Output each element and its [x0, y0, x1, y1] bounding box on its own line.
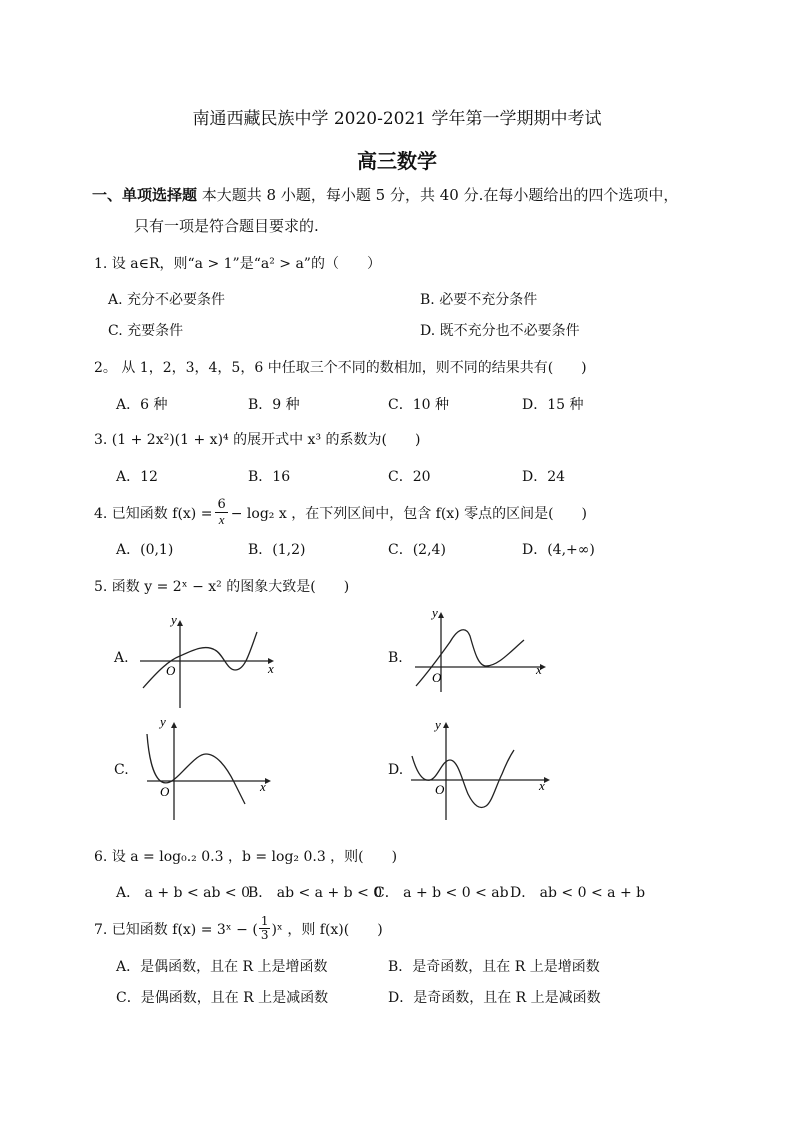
question-6-option-d: D． ab < 0 < a + b [510, 885, 646, 901]
question-1-option-a: A. 充分不必要条件 [108, 292, 226, 308]
question-1-option-b: B. 必要不充分条件 [420, 292, 538, 308]
section-description-cont: 只有一项是符合题目要求的. [134, 217, 319, 235]
question-7-fraction-den: 3 [260, 928, 269, 942]
question-4-option-a: A．(0,1) [116, 542, 174, 558]
graph-b [410, 606, 560, 696]
exam-subject: 高三数学 [357, 149, 437, 173]
graph-d-y-label: y [435, 717, 441, 732]
graph-a-y-label: y [171, 612, 177, 627]
question-6-option-c: C． a + b < 0 < ab [374, 885, 509, 901]
question-7-stem [94, 915, 383, 942]
question-4-fraction-den: x [218, 512, 225, 527]
graph-c-x-label: x [260, 779, 266, 794]
question-4-fraction-num: 6 [217, 497, 226, 512]
question-3-option-b: B．16 [248, 469, 291, 485]
section-label: 一、单项选择题 [92, 186, 198, 204]
question-1-option-d: D. 既不充分也不必要条件 [420, 323, 580, 339]
graph-d-y-arrow [443, 722, 449, 728]
question-7-fraction-num: 1 [260, 914, 269, 928]
graph-d [406, 716, 556, 824]
question-5-option-a: A. [114, 650, 129, 666]
graph-a-x-label: x [268, 661, 274, 676]
question-2-option-d: D．15 种 [522, 397, 584, 413]
question-5-option-d: D. [388, 762, 404, 778]
graph-a-origin: O [166, 663, 176, 678]
question-6-option-b: B． ab < a + b < 0 [248, 885, 383, 901]
question-5-option-c: C. [114, 762, 129, 778]
graph-c-x-arrow [265, 778, 271, 784]
graph-b-y-label: y [432, 605, 438, 620]
section-description: 本大题共 8 小题，每小题 5 分，共 40 分.在每小题给出的四个选项中， [197, 186, 679, 204]
question-4-stem [94, 498, 587, 527]
question-7-option-a: A．是偶函数，且在 R 上是增函数 [116, 959, 328, 975]
graph-b-origin: O [432, 670, 442, 685]
graph-d-curve [412, 750, 514, 808]
question-1-option-c: C. 充要条件 [108, 323, 184, 339]
question-5-stem: 5. 函数 y = 2ˣ − x² 的图象大致是( ) [94, 579, 350, 595]
question-2-option-a: A．6 种 [116, 397, 168, 413]
graph-c-origin: O [160, 784, 170, 799]
graph-b-x-label: x [536, 662, 542, 677]
question-4-option-b: B．(1,2) [248, 542, 306, 558]
question-7-option-d: D．是奇函数，且在 R 上是减函数 [388, 990, 601, 1006]
question-5-option-b: B. [388, 650, 403, 666]
question-6-stem: 6. 设 a = log₀.₂ 0.3 ，b = log₂ 0.3 ，则( ) [94, 849, 398, 865]
question-1-stem: 1. 设 a∈R，则“a > 1”是“a² > a”的（ ） [94, 256, 381, 272]
question-4-option-c: C．(2,4) [388, 542, 446, 558]
graph-a-curve [143, 632, 257, 688]
exam-title: 南通西藏民族中学 2020-2021 学年第一学期期中考试 [192, 109, 602, 129]
graph-a [135, 612, 280, 712]
question-2-stem: 2。 从 1，2，3，4，5，6 中任取三个不同的数相加，则不同的结果共有( ) [94, 360, 587, 376]
question-6-option-a: A． a + b < ab < 0 [116, 885, 250, 901]
graph-b-y-arrow [438, 612, 444, 618]
question-7-option-b: B．是奇函数，且在 R 上是增函数 [388, 959, 600, 975]
question-7-option-c: C．是偶函数，且在 R 上是减函数 [116, 990, 329, 1006]
question-3-stem: 3. (1 + 2x²)(1 + x)⁴ 的展开式中 x³ 的系数为( ) [94, 432, 421, 448]
question-4-option-d: D．(4,+∞) [522, 542, 595, 558]
graph-d-origin: O [435, 782, 445, 797]
question-2-option-c: C．10 种 [388, 397, 449, 413]
question-7-fraction [259, 915, 271, 942]
question-3-option-a: A．12 [116, 469, 158, 485]
section-heading [92, 184, 678, 205]
question-7-stem-pre: 7. 已知函数 f(x) = 3ˣ − ( [94, 921, 258, 938]
graph-d-x-arrow [544, 777, 550, 783]
graph-d-x-label: x [539, 778, 545, 793]
question-3-option-d: D．24 [522, 469, 566, 485]
question-2-option-b: B．9 种 [248, 397, 300, 413]
graph-c-y-arrow [171, 722, 177, 728]
question-4-stem-post: − log₂ x ，在下列区间中，包含 f(x) 零点的区间是( ) [230, 505, 588, 522]
question-3-option-c: C．20 [388, 469, 431, 485]
question-4-fraction [215, 498, 227, 527]
graph-a-y-arrow [177, 620, 183, 626]
question-7-stem-post: )ˣ ，则 f(x)( ) [271, 921, 383, 938]
question-4-stem-pre: 4. 已知函数 f(x) = [94, 505, 213, 522]
graph-c-y-label: y [160, 714, 166, 729]
graph-c [142, 714, 277, 824]
